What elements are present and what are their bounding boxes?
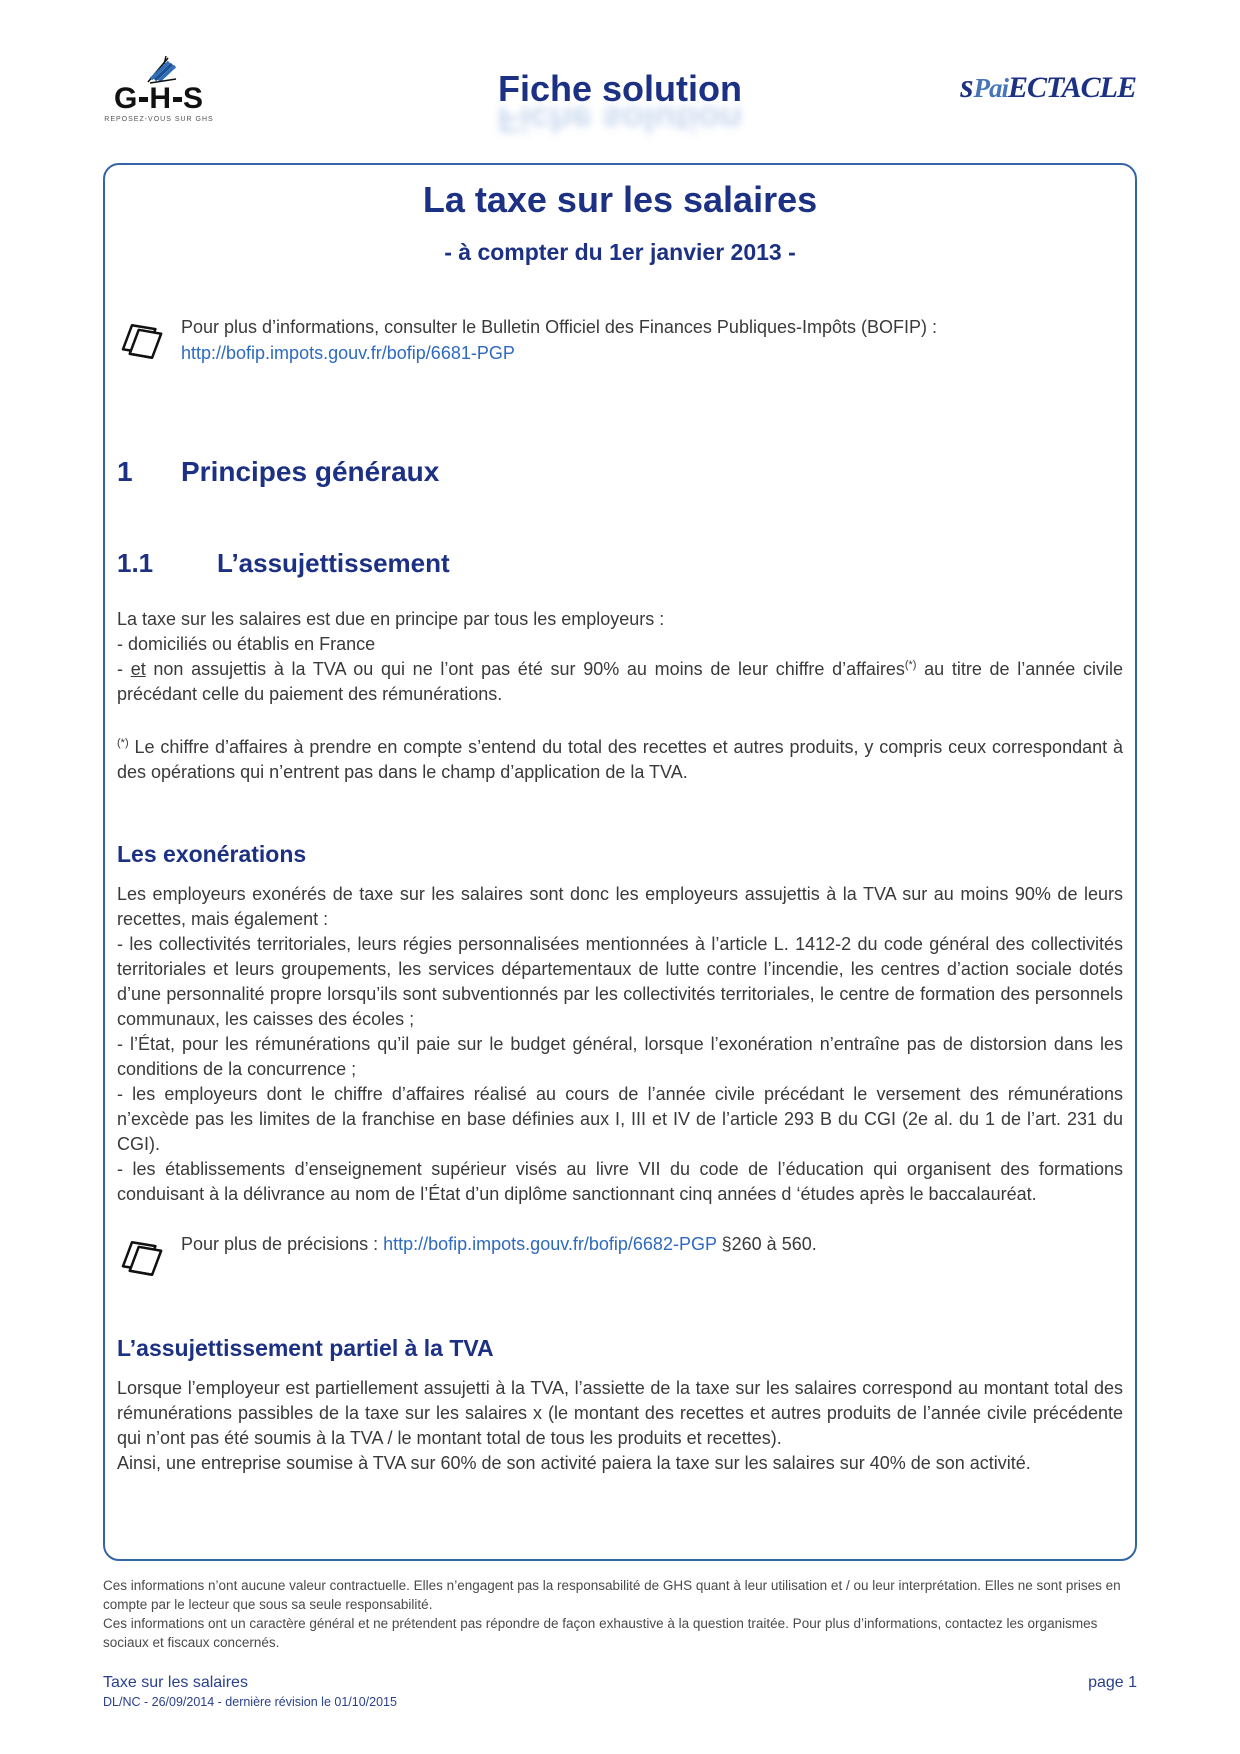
section-title: L’assujettissement: [217, 548, 450, 578]
info-note-text-block: [181, 314, 937, 366]
ghs-bar-icon: [173, 97, 182, 102]
section-number: 1.1: [117, 548, 154, 578]
info-note-text-block: [181, 1231, 817, 1257]
text-segment: au titre de l’année civile précédant celle du paiement des rémunérations.: [117, 659, 1123, 704]
document-title: La taxe sur les salaires: [422, 179, 818, 220]
ghs-letter-g: G: [113, 82, 139, 115]
exonerations-heading: Les exonérations: [117, 841, 307, 867]
text-segment: non assujettis à la TVA ou qui ne l’ont pas été sur 90% au moins de leur chiffre d’affaires: [145, 659, 905, 679]
section-title: Principes généraux: [181, 456, 440, 487]
info-note-precisions: [117, 1231, 1123, 1283]
ghs-letter-h: H: [149, 82, 172, 115]
footnote-marker: (*): [904, 659, 917, 671]
spaiectacle-logo-pai: Pai: [973, 73, 1008, 103]
exonerations-intro: Les employeurs exonérés de taxe sur les salaires sont donc les employeurs assujettis à la TVA sur au moins 90% de leurs recettes, mais également :: [117, 884, 1123, 929]
list-item: - les établissements d’enseignement supérieur visés au livre VII du code de l’éducation qui organisent des formations conduisant à la délivrance au nom de l’État d’un diplôme sanctionnant cinq années d ‘études après le baccalauréat.: [117, 1159, 1123, 1204]
book-icon: [115, 314, 170, 369]
footer-page-number: page 1: [1088, 1674, 1137, 1691]
ghs-logo: [104, 52, 214, 123]
bofip-link-6681[interactable]: http://bofip.impots.gouv.fr/bofip/6681-PGP: [181, 343, 515, 363]
footnote-text: Le chiffre d’affaires à prendre en compte s’entend du total des recettes et autres produits, y compris ceux correspondant à des opérations qui n’entrent pas dans le champ d’application de la TVA.: [117, 737, 1123, 782]
paragraph-line: Ainsi, une entreprise soumise à TVA sur 60% de son activité paiera la taxe sur les salaires sur 40% de son activité.: [117, 1453, 1031, 1473]
document-subtitle: - à compter du 1er janvier 2013 -: [444, 239, 796, 265]
disclaimer-paragraph: Ces informations n’ont aucune valeur contractuelle. Elles n’engagent pas la responsabilité de GHS quant à leur utilisation et / ou leur interprétation. Elles ne sont prises en compte par le lecteur que sous sa seule responsabilité.: [103, 1578, 1121, 1612]
underlined-text: et: [130, 659, 146, 679]
text-segment: Pour plus de précisions :: [181, 1234, 384, 1254]
spaiectacle-logo: [960, 68, 1136, 106]
page-title-reflection: Fiche solution: [497, 99, 743, 140]
deckchair-icon: [138, 52, 180, 86]
list-item: - les employeurs dont le chiffre d’affaires réalisé au cours de l’année civile précédant le versement des rémunérations n’excède pas les limites de la franchise en base définies aux I, III et IV de l’article 293 B du CGI (2e al. du 1 de l’art. 231 du CGI).: [117, 1084, 1123, 1154]
tva-partiel-paragraph: [117, 1376, 1123, 1476]
disclaimer-block: [103, 1576, 1137, 1652]
footer-meta: [103, 1674, 1137, 1709]
ghs-tagline: REPOSEZ-VOUS SUR GHS: [104, 116, 214, 123]
paragraph-line: La taxe sur les salaires est due en principe par tous les employeurs :: [117, 609, 665, 629]
paragraph-line: - domiciliés ou établis en France: [117, 634, 376, 654]
spaiectacle-logo-rest: ECTACLE: [1007, 71, 1136, 104]
footnote-paragraph: [117, 735, 1123, 785]
list-item: - l’État, pour les rémunérations qu’il paie sur le budget général, lorsque l’exonération n’entraîne pas de distorsion dans les conditions de la concurrence ;: [117, 1034, 1123, 1079]
section-number: 1: [117, 456, 133, 487]
page-header: [0, 0, 1240, 150]
footer-document-name: Taxe sur les salaires: [103, 1674, 248, 1691]
exonerations-paragraph: [117, 882, 1123, 1207]
fiche-solution-title-wrap: [497, 68, 743, 140]
section-heading-1-1: [117, 548, 1123, 579]
tva-partiel-heading: L’assujettissement partiel à la TVA: [117, 1335, 494, 1361]
paragraph-line: [117, 657, 1123, 707]
text-segment: -: [117, 659, 131, 679]
info-note-line: Pour plus d’informations, consulter le Bulletin Officiel des Finances Publiques-Impôts (BOFIP) :: [181, 317, 937, 337]
disclaimer-paragraph: Ces informations ont un caractère général et ne prétendent pas répondre de façon exhaustive à la question traitée. Pour plus d’informations, contactez les organismes sociaux et fiscaux concernés.: [103, 1616, 1098, 1650]
assujettissement-paragraph: [117, 607, 1123, 707]
footer-left: [103, 1674, 397, 1709]
info-note-bofip: [117, 314, 1123, 366]
spaiectacle-logo-s: s: [960, 68, 974, 105]
section-heading-1: [117, 456, 1123, 488]
paragraph-line: Lorsque l’employeur est partiellement assujetti à la TVA, l’assiette de la taxe sur les salaires correspond au montant total des rémunérations passibles de la taxe sur les salaires x (le montant des recettes et autres produits de l’année civile précédente qui n’ont pas été soumis à la TVA / le montant total de tous les produits et recettes).: [117, 1378, 1123, 1448]
ghs-letter-s: S: [183, 82, 205, 115]
text-segment: §260 à 560.: [716, 1234, 817, 1254]
ghs-bar-icon: [139, 97, 148, 102]
list-item: - les collectivités territoriales, leurs régies personnalisées mentionnées à l’article L. 1412-2 du code général des collectivités territoriales et leurs groupements, les services départementaux de lutte contre l’incendie, les centres d’action sociale dotés d’une personnalité propre lorsqu’ils sont subventionnés par les collectivités territoriales, le centre de formation des personnels communaux, les caisses des écoles ;: [117, 934, 1123, 1029]
footer-revision-info: DL/NC - 26/09/2014 - dernière révision le 01/10/2015: [103, 1695, 397, 1709]
ghs-letters: [104, 84, 214, 114]
page-title: Fiche solution: [497, 68, 743, 109]
book-icon: [115, 1231, 170, 1286]
document-box: [103, 163, 1137, 1561]
bofip-link-6682[interactable]: http://bofip.impots.gouv.fr/bofip/6682-PGP: [383, 1234, 717, 1254]
footnote-marker: (*): [117, 737, 129, 749]
